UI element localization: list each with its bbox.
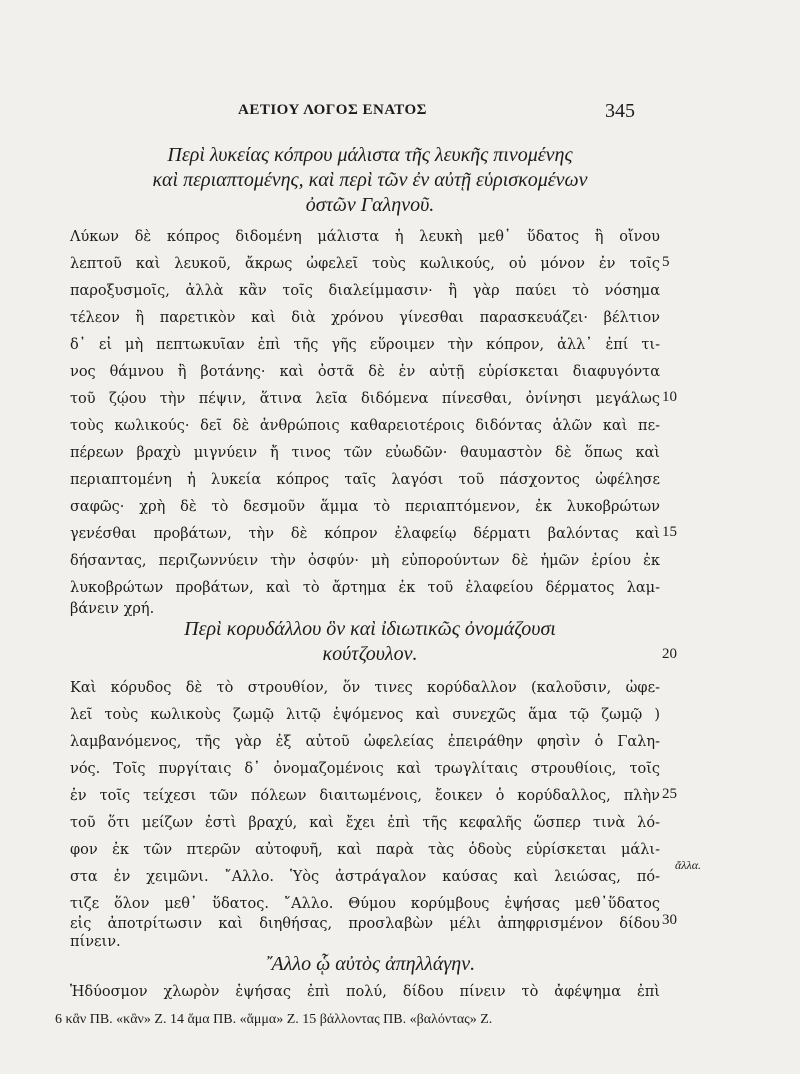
- text-line: Ἡδύοσμον χλωρὸν ἑψήσας ἐπὶ πολύ, δίδου πίνειν τὸ ἀφέψημα ἐπὶ: [70, 984, 660, 1000]
- line-number: 30: [662, 912, 677, 928]
- line-number: 10: [662, 389, 677, 405]
- line-number: 25: [662, 786, 677, 802]
- chapter-heading-2: [70, 617, 670, 667]
- text-line: φον ἐκ τῶν πτερῶν αὐτοφυῆ, καὶ παρὰ τὰς ὁδοὺς εὑρίσκεται μάλι-: [70, 842, 660, 858]
- text-line: πέρεων βραχὺ μιγνύειν ἤ τινος τῶν εὐωδῶν· θαυμαστὸν δὲ ὅπως καὶ: [70, 445, 660, 461]
- text-line: Λύκων δὲ κόπρος διδομένη μάλιστα ἡ λευκὴ μεθ᾽ ὕδατος ἢ οἴνου: [70, 229, 660, 245]
- text-line: στα ἐν χειμῶνι. ῎Αλλο. Ὑὸς ἀστράγαλον καύσας καὶ λειώσας, πό-: [70, 869, 660, 885]
- text-line: λεπτοῦ καὶ λευκοῦ, ἄκρως ὠφελεῖ τοὺς κωλικούς, οὐ μόνον ἐν τοῖς: [70, 256, 660, 272]
- text-line: δ᾽ εἰ μὴ πεπτωκυῖαν ἐπὶ τῆς γῆς εὕροιμεν τὴν κόπρον, ἀλλ᾽ ἐπί τι-: [70, 337, 660, 353]
- text-line: νός. Τοῖς πυργίταις δ᾽ ὀνομαζομένοις καὶ τρωγλίταις στρουθίοις, τοῖς: [70, 761, 660, 777]
- text-line: τέλεον ἢ παρετικὸν καὶ διὰ χρόνου γίνεσθαι παρασκευάζει· βέλτιον: [70, 310, 660, 326]
- text-line: βάνειν χρή.: [70, 601, 155, 617]
- text-line: λυκοβρώτων προβάτων, καὶ τὸ ἄρτημα ἐκ τοῦ ἐλαφείου δέρματος λαμ-: [70, 580, 660, 596]
- heading-line: κούτζουλον.: [322, 643, 418, 665]
- text-line: ἐν τοῖς τείχεσι τῶν πόλεων διαιτωμένοις, ἔοικεν ὁ κορύδαλλος, πλὴν: [70, 788, 660, 804]
- text-line: παροξυσμοῖς, ἀλλὰ κἂν τοῖς διαλείμμασιν· ἢ γὰρ παύει τὸ νόσημα: [70, 283, 660, 299]
- text-line: λαμβανόμενος, τῆς γὰρ ἐξ αὐτοῦ ὠφελείας ἐπειράθην φησὶν ὁ Γαλη-: [70, 734, 660, 750]
- text-line: τοὺς κωλικούς· δεῖ δὲ ἀνθρώποις καθαρειοτέροις διδόντας ἁλῶν καὶ πε-: [70, 418, 660, 434]
- heading-line: ὀστῶν Γαληνοῦ.: [305, 194, 435, 216]
- text-line: πίνειν.: [70, 934, 121, 950]
- heading-line: Περὶ κορυδάλλου ὃν καὶ ἰδιωτικῶς ὀνομάζουσι: [184, 618, 556, 640]
- text-line: τιζε ὅλον μεθ᾽ ὕδατος. ῎Αλλο. Θύμου κορύμβους ἑψήσας μεθ᾽ὕδατος: [70, 896, 660, 912]
- text-line: σαφῶς· χρὴ δὲ τὸ δεσμοῦν ἅμμα τὸ περιαπτόμενον, ἐκ λυκοβρώτων: [70, 499, 660, 515]
- text-line: τοῦ ὅτι μείζων ἐστὶ βραχύ, καὶ ἔχει ἐπὶ τῆς κεφαλῆς ὥσπερ τινὰ λό-: [70, 815, 660, 831]
- line-number: 20: [662, 646, 677, 662]
- line-number: 15: [662, 524, 677, 540]
- text-line: νος θάμνου ἢ βοτάνης· καὶ ὀστᾶ δὲ ἐν αὐτῇ εὑρίσκεται διαφυγόντα: [70, 364, 660, 380]
- chapter-heading-3: [70, 952, 670, 977]
- critical-apparatus: 6 κἂν ΠΒ. «κἂν» Ζ. 14 ἅμα ΠΒ. «ἅμμα» Ζ. 15 βάλλοντας ΠΒ. «βαλόντας» Ζ.: [55, 1012, 493, 1027]
- text-line: εἰς ἀποτρίτωσιν καὶ διηθήσας, προσλαβὼν μέλι ἀπηφρισμένον δίδου: [70, 916, 660, 932]
- page-number: 345: [605, 100, 635, 122]
- text-line: Καὶ κόρυδος δὲ τὸ στρουθίον, ὅν τινες κορύδαλλον (καλοῦσιν, ὠφε-: [70, 680, 660, 696]
- text-line: γενέσθαι προβάτων, τὴν δὲ κόπρον ἐλαφείῳ δέρματι βαλόντας καὶ: [70, 526, 660, 542]
- running-head: ΑΕΤΙΟΥ ΛΟΓΟΣ ΕΝΑΤΟΣ: [238, 102, 427, 118]
- heading-line: καὶ περιαπτομένης, καὶ περὶ τῶν ἐν αὐτῇ εὑρισκομένων: [152, 169, 588, 191]
- text-line: δήσαντας, περιζωννύειν τὴν ὀσφύν· μὴ εὐπορούντων δὲ ἡμῶν ἐρίου ἐκ: [70, 553, 660, 569]
- text-line: λεῖ τοὺς κωλικοὺς ζωμῷ λιτῷ ἑψόμενος καὶ συνεχῶς ἅμα τῷ ζωμῷ ): [70, 707, 660, 723]
- text-line: περιαπτομένη ἡ λυκεία κόπρος ταῖς λαγόσι τοῦ πάσχοντος ὠφέλησε: [70, 472, 660, 488]
- margin-note: ἄλλα.: [675, 858, 701, 872]
- text-line: τοῦ ζῴου τὴν πέψιν, ἅτινα λεῖα διδόμενα πίνεσθαι, ὀνίνησι μεγάλως: [70, 391, 660, 407]
- heading-line: Περὶ λυκείας κόπρου μάλιστα τῆς λευκῆς πινομένης: [167, 144, 573, 166]
- line-number: 5: [662, 254, 670, 270]
- heading-line: ῎Αλλο ᾧ αὐτὸς ἀπηλλάγην.: [264, 953, 476, 975]
- chapter-heading-1: [70, 143, 670, 218]
